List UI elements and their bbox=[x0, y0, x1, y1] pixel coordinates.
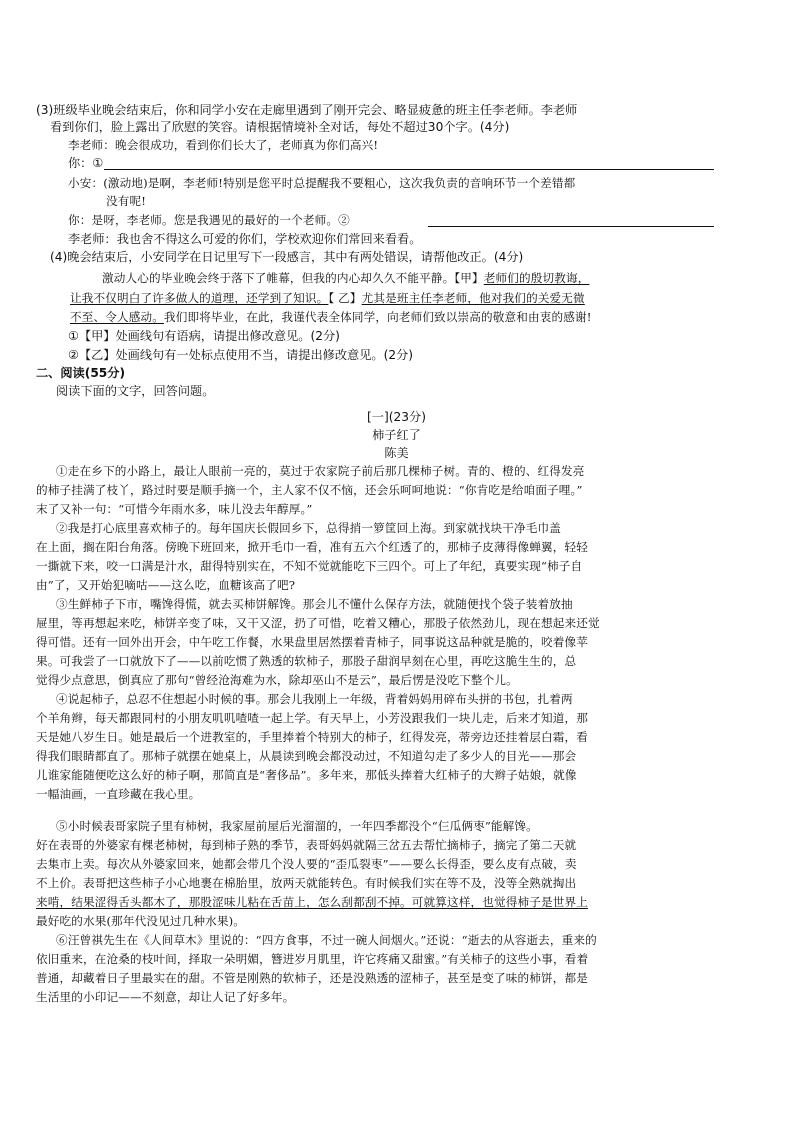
article-p5-line4: 不上价。表哥把这些柿子小心地裹在棉胎里，放两天就能转色。有时候我们实在等不及，没等全熟就掏出 bbox=[36, 876, 577, 890]
q3-an-line1: 小安：(激动地)是啊，李老师!特别是您平时总提醒我不要粗心，这次我负责的音响环节一个差错都 bbox=[68, 176, 576, 190]
q4-subquestion-1: ①【甲】处画线句有语病，请提出修改意见。(2分) bbox=[68, 329, 340, 343]
q4-underline-yi-cont: 不至、令人感动。 bbox=[70, 310, 164, 324]
q4-text: 激动人心的毕业晚会终于落下了帷幕，但我的内心却久久不能平静。【甲】 bbox=[102, 271, 484, 285]
article-p3-line2: 屉里，等再想起来吃，柿饼辛变了味，又干又涩，扔了可惜，吃着又糟心，那股子依然劲儿，现在想起来还觉 bbox=[36, 616, 600, 630]
article-p3-line5: 觉得少点意思，倒真应了那句“曾经沧海难为水，除却巫山不是云”，最后愣是没吃下整个儿。 bbox=[36, 673, 518, 687]
article-p4-line2: 个羊角辫，每天都跟同村的小朋友叽叽喳喳一起上学。有天早上，小芳没跟我们一块儿走，后来才知道，那 bbox=[36, 711, 588, 725]
section-instruction: 阅读下面的文字，回答问题。 bbox=[56, 384, 215, 398]
article-p6-line2: 依旧重来，在沧桑的枝叶间，择取一朵明媚，簪进岁月肌里，许它疼痛又甜蜜。”有关柿子的这些小事，看着 bbox=[36, 952, 589, 966]
q3-teacher-line2: 李老师：我也舍不得这么可爱的你们，学校欢迎你们常回来看看。 bbox=[68, 232, 422, 246]
article-p5-line1: ⑤小时候表哥家院子里有柿树，我家屋前屋后光溜溜的，一年四季都没个“仨瓜俩枣”能解馋。 bbox=[56, 819, 538, 833]
article-p6-line1: ⑥汪曾祺先生在《人间草木》里说的：“四方食事，不过一碗人间烟火。”还说：“逝去的从容逝去，重来的 bbox=[56, 933, 597, 947]
article-p2-line4: 由”了，又开始犯嘀咕——这么吃，血糖该高了吧? bbox=[36, 578, 296, 592]
q4-prompt: (4)晚会结束后，小安同学在日记里写下一段感言，其中有两处错误，请帮他改正。(4分) bbox=[50, 250, 524, 264]
article-p6-line4: 生活里的小印记——不刻意，却让人记了好多年。 bbox=[36, 990, 295, 1004]
article-p2-line3: 一撕就下来，咬一口满是汁水，甜得特别实在，不知不觉就能吃下三四个。可上了年纪，真要实现“柿子自 bbox=[36, 559, 583, 573]
article-p5-line5-underlined: 来啃，结果涩得舌头都木了，那股涩味儿粘在舌苗上，怎么刮都刮不掉。可就算这样，也觉得柿子是世界上 bbox=[36, 895, 588, 909]
section-heading: 二、阅读(55分) bbox=[36, 366, 126, 380]
q4-paragraph-line1 bbox=[102, 270, 589, 287]
article-p5-line3: 去集市上卖。每次从外婆家回来，她都会带几个没人要的“歪瓜裂枣”——要么长得歪，要么皮有点破，卖 bbox=[36, 857, 577, 871]
article-p3-line3: 得可惜。还有一回外出开会，中午吃工作餐，水果盘里居然摆着青柿子，同事说这品种就是脆的，咬着像苹 bbox=[36, 635, 588, 649]
article-p4-line3: 天是她八岁生日。她是最后一个进教室的，手里捧着个特别大的柿子，红得发亮，蒂旁边还挂着层白霜，看 bbox=[36, 730, 588, 744]
q3-answer-blank-2[interactable] bbox=[428, 226, 714, 227]
q3-prompt-line2: 看到你们，脸上露出了欣慰的笑容。请根据情境补全对话，每处不超过30个字。(4分) bbox=[50, 120, 510, 134]
q4-underline-jia-cont: 让我不仅明白了许多做人的道理，还学到了知识。 bbox=[70, 291, 329, 305]
q3-an-line2: 没有呢! bbox=[106, 194, 147, 208]
article-p6-line3: 普通，却藏着日子里最实在的甜。不管是刚熟的软柿子，还是没熟透的涩柿子，甚至是变了味的柿饼，都是 bbox=[36, 971, 588, 985]
article-author: 陈美 bbox=[384, 446, 409, 460]
q4-paragraph-line3 bbox=[70, 309, 592, 326]
article-p1-line1: ①走在乡下的小路上，最让人眼前一亮的，莫过于农家院子前后那几棵柿子树。青的、橙的、红得发亮 bbox=[56, 464, 585, 478]
q3-you-line1: 你：① bbox=[68, 156, 104, 170]
part-label: [一](23分) bbox=[367, 410, 426, 424]
q4-underline-yi: 尤其是班主任李老师，他对我们的关爱无微 bbox=[361, 291, 585, 305]
article-p5-line2: 好在表哥的外婆家有棵老柿树，每到柿子熟的季节，表哥妈妈就隔三岔五去帮忙摘柿子，摘完了第二天就 bbox=[36, 838, 577, 852]
article-p2-line2: 在上面，搁在阳台角落。傍晚下班回来，掀开毛巾一看，准有五六个红透了的，那柿子皮薄得像蝉翼，轻轻 bbox=[36, 540, 588, 554]
article-p5-line6: 最好吃的水果(那年代没见过几种水果)。 bbox=[36, 914, 245, 928]
article-p4-line5: 儿谁家能随便吃这么好的柿子啊，那简直是“奢侈品”。多年来，那低头捧着大红柿子的大辫子姑娘，就像 bbox=[36, 768, 577, 782]
q3-answer-blank-1[interactable] bbox=[104, 169, 714, 170]
article-p1-line2: 的柿子挂满了枝丫，路过时要是顺手摘一个，主人家不仅不恼，还会乐呵呵地说：“你肯吃是给咱面子哩。” bbox=[36, 483, 583, 497]
article-p4-line1: ④说起柿子，总忍不住想起小时候的事。那会儿我刚上一年级，背着妈妈用碎布头拼的书包，扎着两 bbox=[56, 692, 573, 706]
article-p2-line1: ②我是打心底里喜欢柿子的。每年国庆长假回乡下，总得捎一箩筐回上海。到家就找块干净毛巾盖 bbox=[56, 521, 561, 535]
q3-teacher-line1: 李老师：晚会很成功，看到你们长大了，老师真为你们高兴! bbox=[68, 138, 379, 152]
article-p3-line4: 果。可我尝了一口就放下了——以前吃惯了熟透的软柿子，那股子甜润早刻在心里，再吃这脆生生的，总 bbox=[36, 654, 577, 668]
article-p4-line4: 得我们眼睛都直了。那柿子就摆在她桌上，从晨读到晚会都没动过，不知道勾走了多少人的目光——那会 bbox=[36, 749, 577, 763]
q4-paragraph-line2 bbox=[70, 290, 585, 307]
q4-marker-yi: 【 乙】 bbox=[328, 291, 362, 305]
q3-you-line2: 你：是呀，李老师。您是我遇见的最好的一个老师。② bbox=[68, 213, 350, 227]
q4-underline-jia: 老师们的殷切教诲， bbox=[483, 271, 590, 285]
q4-text-end: 我们即将毕业，在此，我谨代表全体同学，向老师们致以崇高的敬意和由衷的感谢! bbox=[163, 310, 592, 324]
article-title: 柿子红了 bbox=[372, 428, 421, 442]
article-p3-line1: ③生鲜柿子下市，嘴馋得慌，就去买柿饼解馋。那会儿不懂什么保存方法，就随便找个袋子装着放抽 bbox=[56, 597, 573, 611]
q4-subquestion-2: ②【乙】处画线句有一处标点使用不当，请提出修改意见。(2分) bbox=[68, 348, 414, 362]
q3-prompt-line1: (3)班级毕业晚会结束后，你和同学小安在走廊里遇到了刚开完会、略显疲惫的班主任李老师。李老师 bbox=[36, 103, 578, 117]
article-p1-line3: 末了又补一句：“可惜今年雨水多，味儿没去年醇厚。” bbox=[36, 502, 313, 516]
article-p4-line6: 一幅油画，一直珍藏在我心里。 bbox=[36, 787, 201, 801]
